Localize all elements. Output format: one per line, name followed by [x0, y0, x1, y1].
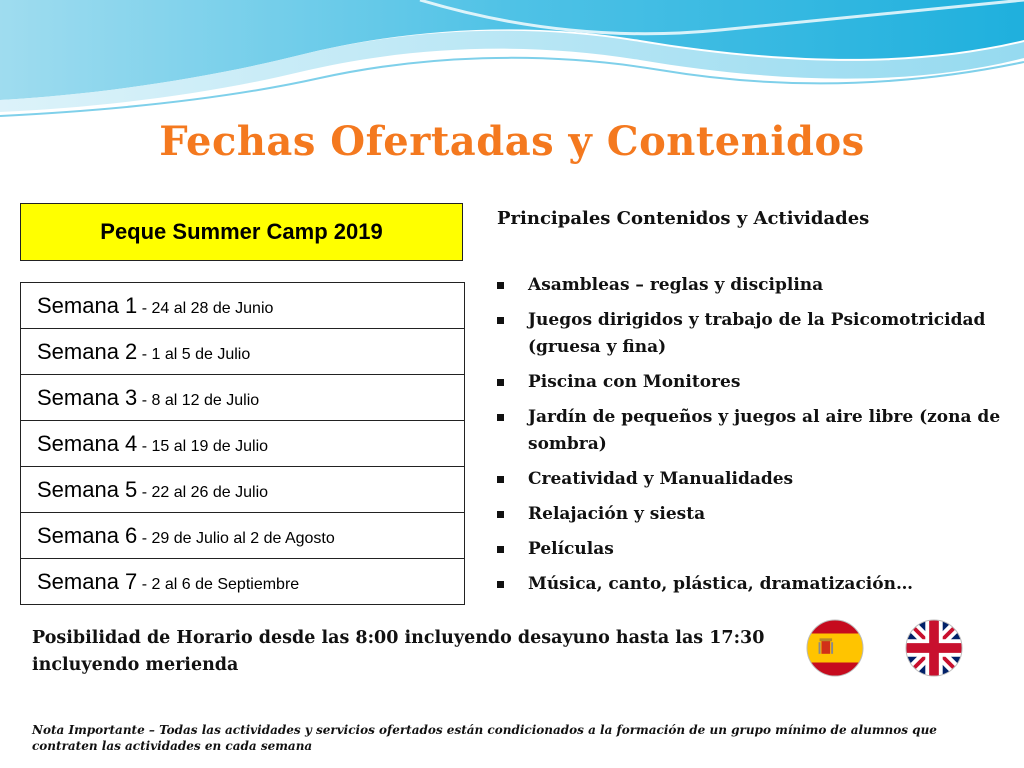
- table-row: [21, 421, 465, 467]
- activity-text: Películas: [528, 539, 614, 559]
- week-cell: [21, 467, 465, 513]
- list-item: [497, 272, 1007, 299]
- list-item: [497, 369, 1007, 396]
- activity-text: Música, canto, plástica, dramatización…: [528, 574, 913, 594]
- page-title: Fechas Ofertadas y Contenidos: [159, 118, 865, 165]
- square-bullet-icon: [497, 546, 504, 553]
- square-bullet-icon: [497, 282, 504, 289]
- table-row: [21, 329, 465, 375]
- square-bullet-icon: [497, 379, 504, 386]
- week-dates: - 22 al 26 de Julio: [137, 483, 269, 501]
- contents-heading: Principales Contenidos y Actividades: [497, 208, 870, 229]
- square-bullet-icon: [497, 317, 504, 324]
- activity-text: Asambleas – reglas y disciplina: [528, 275, 824, 295]
- table-row: [21, 375, 465, 421]
- camp-name: Peque Summer Camp 2019: [100, 219, 383, 244]
- week-cell: [21, 513, 465, 559]
- week-name: Semana 3: [37, 384, 138, 410]
- list-item: [497, 404, 1007, 458]
- week-name: Semana 5: [37, 476, 138, 502]
- square-bullet-icon: [497, 581, 504, 588]
- table-row: [21, 559, 465, 605]
- week-cell: [21, 421, 465, 467]
- week-name: Semana 1: [37, 292, 138, 318]
- schedule-note: Posibilidad de Horario desde las 8:00 incluyendo desayuno hasta las 17:30 incluyendo merienda: [32, 628, 765, 675]
- week-name: Semana 6: [37, 522, 138, 548]
- week-dates: - 29 de Julio al 2 de Agosto: [137, 529, 335, 547]
- week-dates: - 8 al 12 de Julio: [137, 391, 260, 409]
- activity-text: Juegos dirigidos y trabajo de la Psicomotricidad (gruesa y fina): [528, 310, 986, 357]
- week-cell: [21, 329, 465, 375]
- week-dates: - 15 al 19 de Julio: [137, 437, 269, 455]
- table-row: [21, 283, 465, 329]
- week-name: Semana 4: [37, 430, 138, 456]
- uk-flag-icon: [905, 619, 963, 677]
- important-note: Nota Importante – Todas las actividades y servicios ofertados están condicionados a la formación de un grupo mínimo de alumnos que contraten las actividades en cada semana: [32, 723, 937, 753]
- activities-list: [497, 272, 1007, 606]
- list-item: [497, 501, 1007, 528]
- activity-text: Piscina con Monitores: [528, 372, 741, 392]
- square-bullet-icon: [497, 414, 504, 421]
- list-item: [497, 536, 1007, 563]
- week-cell: [21, 559, 465, 605]
- activity-text: Creatividad y Manualidades: [528, 469, 794, 489]
- header-waves: [0, 0, 1024, 130]
- week-name: Semana 7: [37, 568, 138, 594]
- week-dates: - 1 al 5 de Julio: [137, 345, 251, 363]
- square-bullet-icon: [497, 511, 504, 518]
- list-item: [497, 307, 1007, 361]
- table-row: [21, 513, 465, 559]
- week-cell: [21, 283, 465, 329]
- camp-name-box: [20, 203, 463, 261]
- table-row: [21, 467, 465, 513]
- week-cell: [21, 375, 465, 421]
- week-dates: - 24 al 28 de Junio: [137, 299, 274, 317]
- week-dates: - 2 al 6 de Septiembre: [137, 575, 300, 593]
- list-item: [497, 466, 1007, 493]
- spain-flag-icon: [806, 619, 864, 677]
- weeks-table: [20, 282, 465, 605]
- week-name: Semana 2: [37, 338, 138, 364]
- square-bullet-icon: [497, 476, 504, 483]
- activity-text: Jardín de pequeños y juegos al aire libre (zona de sombra): [528, 407, 1001, 454]
- list-item: [497, 571, 1007, 598]
- activity-text: Relajación y siesta: [528, 504, 706, 524]
